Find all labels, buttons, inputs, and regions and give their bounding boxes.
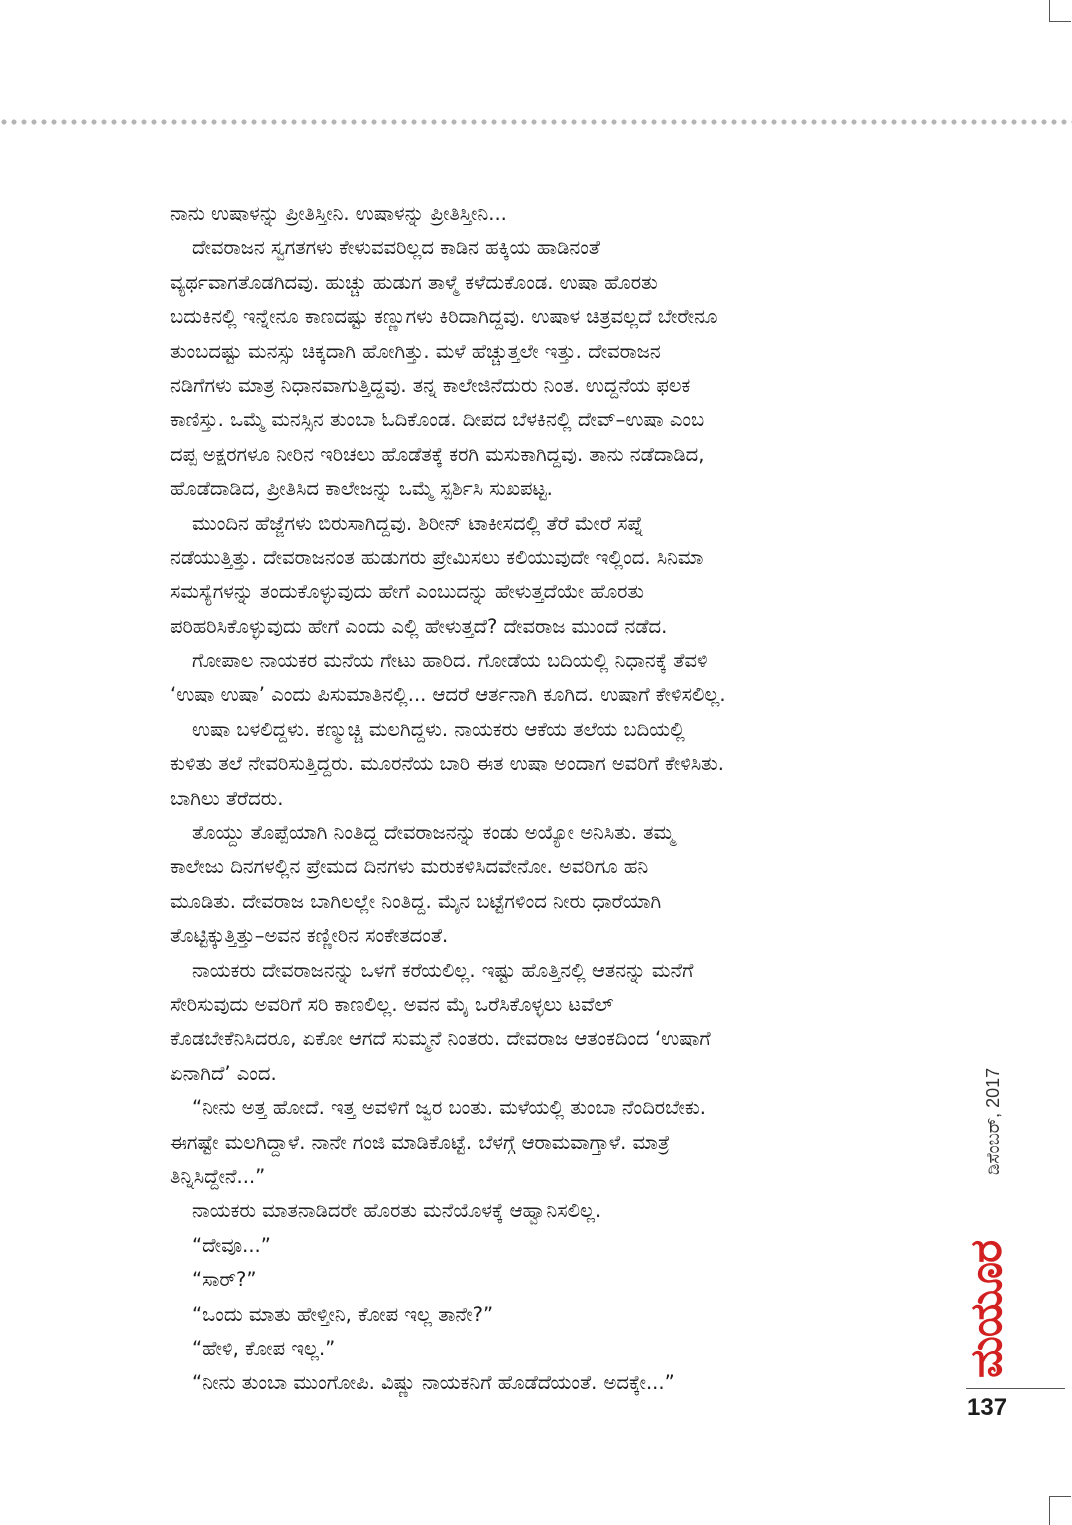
text-line: ನಡಿಗೆಗಳು ಮಾತ್ರ ನಿಧಾನವಾಗುತ್ತಿದ್ದವು. ತನ್ನ ಕಾಲೇಜಿನೆದುರು ನಿಂತ. ಉದ್ದನೆಯ ಫಲಕ (170, 373, 691, 397)
issue-date: ಡಿಸೆಂಬರ್, 2017 (983, 1067, 1003, 1175)
text-line: ಕೊಡಬೇಕೆನಿಸಿದರೂ, ಏಕೋ ಆಗದೆ ಸುಮ್ಮನೆ ನಿಂತರು. ದೇವರಾಜ ಆತಂಕದಿಂದ ‘ಉಷಾಗೆ (170, 1027, 711, 1051)
text-line: ಗೋಪಾಲ ನಾಯಕರ ಮನೆಯ ಗೇಟು ಹಾರಿದ. ಗೋಡೆಯ ಬದಿಯಲ್ಲಿ ನಿಧಾನಕ್ಕೆ ತೆವಳಿ (192, 649, 708, 673)
text-line: ತಿನ್ನಿಸಿದ್ದೇನೆ...” (170, 1164, 266, 1188)
text-line: ಹೊಡೆದಾಡಿದ, ಪ್ರೀತಿಸಿದ ಕಾಲೇಜನ್ನು ಒಮ್ಮೆ ಸ್ಪರ್ಶಿಸಿ ಸುಖಪಟ್ಟ. (170, 477, 553, 501)
text-line: ನಡೆಯುತ್ತಿತ್ತು. ದೇವರಾಜನಂತ ಹುಡುಗರು ಪ್ರೇಮಿಸಲು ಕಲಿಯುವುದೇ ಇಲ್ಲಿಂದ. ಸಿನಿಮಾ (170, 545, 704, 569)
text-line: “ಸಾರ್?” (192, 1268, 257, 1292)
text-line: “ನೀನು ತುಂಬಾ ಮುಂಗೋಪಿ. ವಿಷ್ಣು ನಾಯಕನಿಗೆ ಹೊಡೆದೆಯಂತೆ. ಅದಕ್ಕೇ...” (192, 1371, 675, 1395)
text-line: “ಹೇಳಿ, ಕೋಪ ಇಲ್ಲ.” (192, 1336, 336, 1360)
text-line: ಪರಿಹರಿಸಿಕೊಳ್ಳುವುದು ಹೇಗೆ ಎಂದು ಎಲ್ಲಿ ಹೇಳುತ್ತದೆ? ದೇವರಾಜ ಮುಂದೆ ನಡೆದ. (170, 614, 668, 638)
text-line: ನಾನು ಉಷಾಳನ್ನು ಪ್ರೀತಿಸ್ತೀನಿ. ಉಷಾಳನ್ನು ಪ್ರೀತಿಸ್ತೀನಿ... (170, 202, 507, 225)
text-line: ಸೇರಿಸುವುದು ಅವರಿಗೆ ಸರಿ ಕಾಣಲಿಲ್ಲ. ಅವನ ಮೈ ಒರೆಸಿಕೊಳ್ಳಲು ಟವೆಲ್ (170, 992, 614, 1016)
magazine-logo: ಮಯೂರ (961, 1240, 1012, 1378)
text-line: ದೇವರಾಜನ ಸ್ವಗತಗಳು ಕೇಳುವವರಿಲ್ಲದ ಕಾಡಿನ ಹಕ್ಕಿಯ ಹಾಡಿನಂತೆ (192, 236, 601, 260)
text-line: “ಒಂದು ಮಾತು ಹೇಳ್ತೀನಿ, ಕೋಪ ಇಲ್ಲ ತಾನೇ?” (192, 1302, 494, 1326)
text-line: ಸಮಸ್ಯೆಗಳನ್ನು ತಂದುಕೊಳ್ಳುವುದು ಹೇಗೆ ಎಂಬುದನ್ನು ಹೇಳುತ್ತದೆಯೇ ಹೊರತು (170, 580, 645, 604)
text-line: ತೊಯ್ದು ತೊಪ್ಪೆಯಾಗಿ ನಿಂತಿದ್ದ ದೇವರಾಜನನ್ನು ಕಂಡು ಅಯ್ಯೋ ಅನಿಸಿತು. ತಮ್ಮ (192, 821, 675, 845)
dotted-header-divider (0, 118, 1072, 126)
page-number: 137 (967, 1394, 1008, 1421)
text-line: “ನೀನು ಅತ್ತ ಹೋದೆ. ಇತ್ತ ಅವಳಿಗೆ ಜ್ವರ ಬಂತು. ಮಳೆಯಲ್ಲಿ ತುಂಬಾ ನೆಂದಿರಬೇಕು. (192, 1096, 706, 1120)
text-line: ನಾಯಕರು ದೇವರಾಜನನ್ನು ಒಳಗೆ ಕರೆಯಲಿಲ್ಲ. ಇಷ್ಟು ಹೊತ್ತಿನಲ್ಲಿ ಆತನನ್ನು ಮನೆಗೆ (192, 958, 694, 982)
text-line: ಮುಂದಿನ ಹೆಜ್ಜೆಗಳು ಬಿರುಸಾಗಿದ್ದವು. ಶಿರೀನ್ ಟಾಕೀಸದಲ್ಲಿ ತೆರೆ ಮೇರೆ ಸಪ್ನೆ (192, 511, 644, 535)
text-line: ಮೂಡಿತು. ದೇವರಾಜ ಬಾಗಿಲಲ್ಲೇ ನಿಂತಿದ್ದ. ಮೈನ ಬಟ್ಟೆಗಳಿಂದ ನೀರು ಧಾರೆಯಾಗಿ (170, 889, 662, 913)
text-line: ದಪ್ಪ ಅಕ್ಷರಗಳೂ ನೀರಿನ ಇರಿಚಲು ಹೊಡೆತಕ್ಕೆ ಕರಗಿ ಮಸುಕಾಗಿದ್ದವು. ತಾನು ನಡೆದಾಡಿದ, (170, 442, 705, 466)
crop-mark-top (1049, 0, 1071, 22)
text-line: ಬದುಕಿನಲ್ಲಿ ಇನ್ನೇನೂ ಕಾಣದಷ್ಟು ಕಣ್ಣುಗಳು ಕಿರಿದಾಗಿದ್ದವು. ಉಷಾಳ ಚಿತ್ರವಲ್ಲದೆ ಬೇರೇನೂ (170, 305, 718, 329)
text-line: ತೊಟ್ಟಿಕ್ಕುತ್ತಿತ್ತು–ಅವನ ಕಣ್ಣೀರಿನ ಸಂಕೇತದಂತೆ. (170, 924, 449, 948)
text-line: ‘ಉಷಾ ಉಷಾ’ ಎಂದು ಪಿಸುಮಾತಿನಲ್ಲಿ... ಆದರೆ ಆರ್ತನಾಗಿ ಕೂಗಿದ. ಉಷಾಗೆ ಕೇಳಿಸಲಿಲ್ಲ. (170, 683, 726, 707)
text-line: ಕುಳಿತು ತಲೆ ನೇವರಿಸುತ್ತಿದ್ದರು. ಮೂರನೆಯ ಬಾರಿ ಈತ ಉಷಾ ಅಂದಾಗ ಅವರಿಗೆ ಕೇಳಿಸಿತು. (170, 752, 724, 776)
text-line: ತುಂಬದಷ್ಟು ಮನಸ್ಸು ಚಿಕ್ಕದಾಗಿ ಹೋಗಿತ್ತು. ಮಳೆ ಹೆಚ್ಚುತ್ತಲೇ ಇತ್ತು. ದೇವರಾಜನ (170, 339, 661, 363)
text-line: ಕಾಣಿಸ್ತು. ಒಮ್ಮೆ ಮನಸ್ಸಿನ ತುಂಬಾ ಓದಿಕೊಂಡ. ದೀಪದ ಬೆಳಕಿನಲ್ಲಿ ದೇವ್–ಉಷಾ ಎಂಬ (170, 408, 705, 432)
crop-mark-bottom (1049, 1496, 1071, 1525)
text-line: ವ್ಯರ್ಥವಾಗತೊಡಗಿದವು. ಹುಚ್ಚು ಹುಡುಗ ತಾಳ್ಮೆ ಕಳೆದುಕೊಂಡ. ಉಷಾ ಹೊರತು (170, 270, 658, 294)
text-line: ಏನಾಗಿದೆ’ ಎಂದ. (170, 1061, 277, 1085)
text-line: ಕಾಲೇಜು ದಿನಗಳಲ್ಲಿನ ಪ್ರೇಮದ ದಿನಗಳು ಮರುಕಳಿಸಿದವೇನೋ. ಅವರಿಗೂ ಹನಿ (170, 855, 649, 879)
text-line: “ದೇವೂ...” (192, 1233, 271, 1257)
text-line: ಈಗಷ್ಟೇ ಮಲಗಿದ್ದಾಳೆ. ನಾನೇ ಗಂಜಿ ಮಾಡಿಕೊಟ್ಟೆ. ಬೆಳಗ್ಗೆ ಆರಾಮವಾಗ್ತಾಳೆ. ಮಾತ್ರೆ (170, 1130, 670, 1154)
text-line: ಬಾಗಿಲು ತೆರೆದರು. (170, 786, 284, 810)
text-line: ಉಷಾ ಬಳಲಿದ್ದಳು. ಕಣ್ಮುಚ್ಚಿ ಮಲಗಿದ್ದಳು. ನಾಯಕರು ಆಕೆಯ ತಲೆಯ ಬದಿಯಲ್ಲಿ (192, 717, 685, 741)
text-line: ನಾಯಕರು ಮಾತನಾಡಿದರೇ ಹೊರತು ಮನೆಯೊಳಕ್ಕೆ ಆಹ್ವಾನಿಸಲಿಲ್ಲ. (192, 1199, 602, 1223)
story-body-text (170, 197, 920, 1401)
page-number-rule (966, 1388, 1065, 1389)
